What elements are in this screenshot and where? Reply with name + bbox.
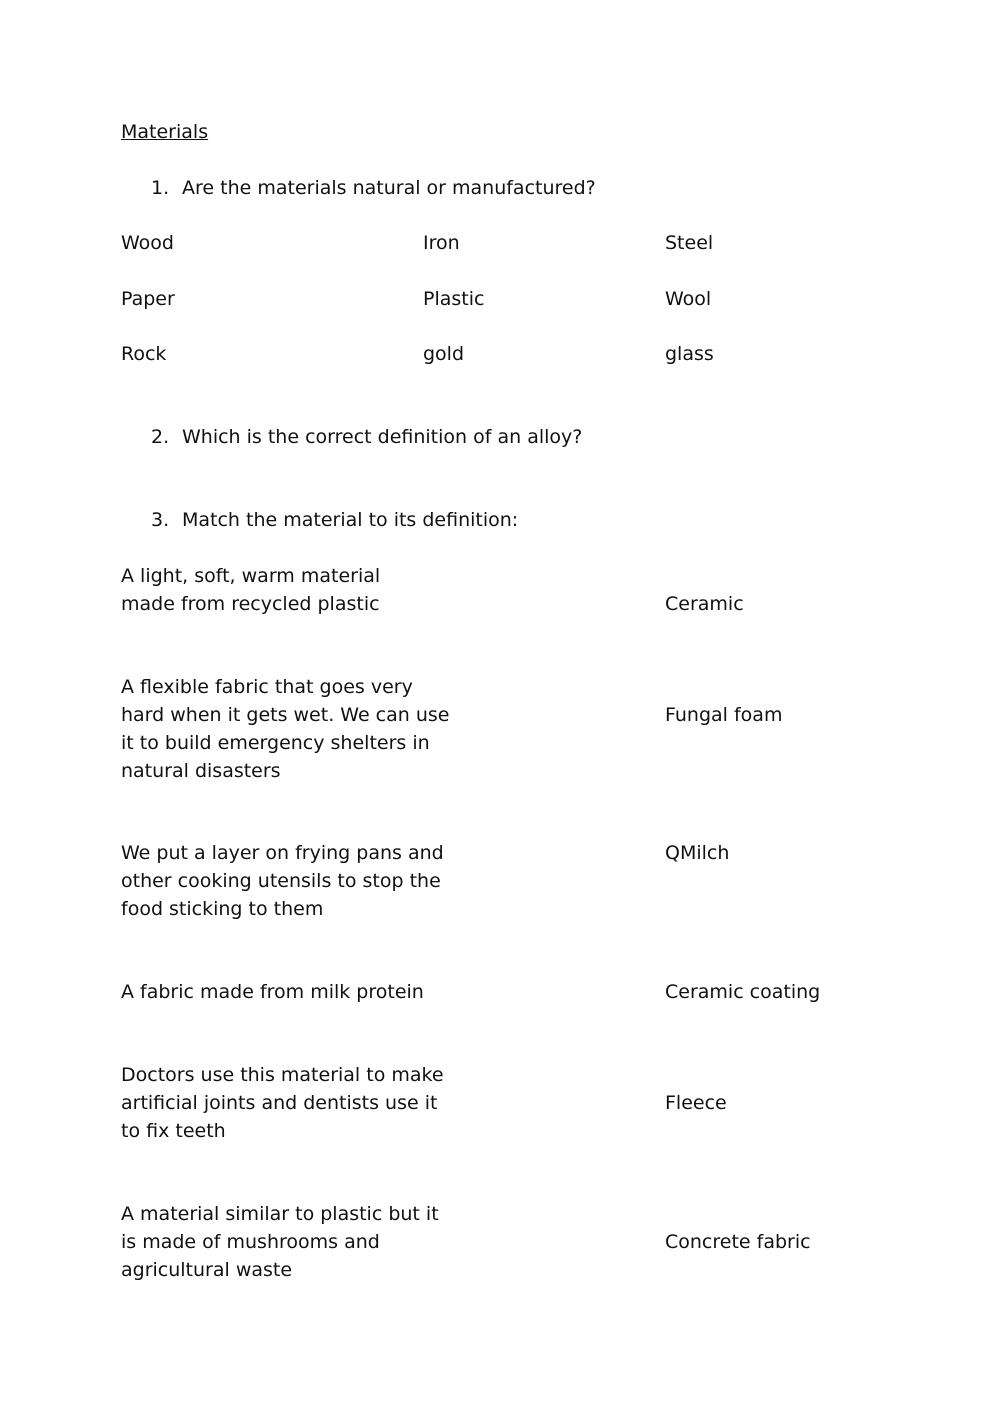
definition-5 [121,1061,461,1145]
definition-line: food sticking to them [121,898,324,920]
definition-3 [121,839,461,923]
definition-line: A light, soft, warm material [121,565,381,587]
question-3-text: Match the material to its definition: [182,509,519,531]
grid-cell-glass: glass [665,343,714,365]
definition-line: A flexible fabric that goes very [121,676,413,698]
match-material-1: Ceramic [665,593,744,615]
definition-1 [121,562,461,618]
match-material-4: Ceramic coating [665,981,821,1003]
grid-cell-steel: Steel [665,232,714,254]
definition-line: hard when it gets wet. We can use [121,704,450,726]
definition-line: made from recycled plastic [121,593,380,615]
grid-cell-wool: Wool [665,288,712,310]
definition-line: Doctors use this material to make [121,1064,444,1086]
definition-line: other cooking utensils to stop the [121,870,441,892]
grid-cell-gold: gold [423,343,465,365]
question-1 [151,174,596,202]
match-material-6: Concrete fabric [665,1231,811,1253]
question-3-number: 3. [151,509,170,531]
question-1-number: 1. [151,177,170,199]
definition-line: is made of mushrooms and [121,1231,380,1253]
definition-line: artificial joints and dentists use it [121,1092,438,1114]
match-material-5: Fleece [665,1092,727,1114]
grid-cell-rock: Rock [121,343,167,365]
page-title: Materials [121,121,209,143]
match-material-2: Fungal foam [665,704,783,726]
definition-line: We put a layer on frying pans and [121,842,444,864]
definition-6 [121,1200,461,1284]
question-2 [151,423,582,451]
definition-4 [121,978,461,1006]
question-1-text: Are the materials natural or manufactured? [182,177,596,199]
definition-2 [121,673,461,785]
definition-line: natural disasters [121,760,281,782]
match-material-3: QMilch [665,842,730,864]
definition-line: to fix teeth [121,1120,226,1142]
definition-line: it to build emergency shelters in [121,732,430,754]
question-2-number: 2. [151,426,170,448]
grid-cell-paper: Paper [121,288,175,310]
definition-line: A fabric made from milk protein [121,981,424,1003]
question-3 [151,506,518,534]
definition-line: agricultural waste [121,1259,293,1281]
question-2-text: Which is the correct definition of an alloy? [182,426,583,448]
definition-line: A material similar to plastic but it [121,1203,439,1225]
grid-cell-iron: Iron [423,232,460,254]
grid-cell-plastic: Plastic [423,288,485,310]
grid-cell-wood: Wood [121,232,174,254]
